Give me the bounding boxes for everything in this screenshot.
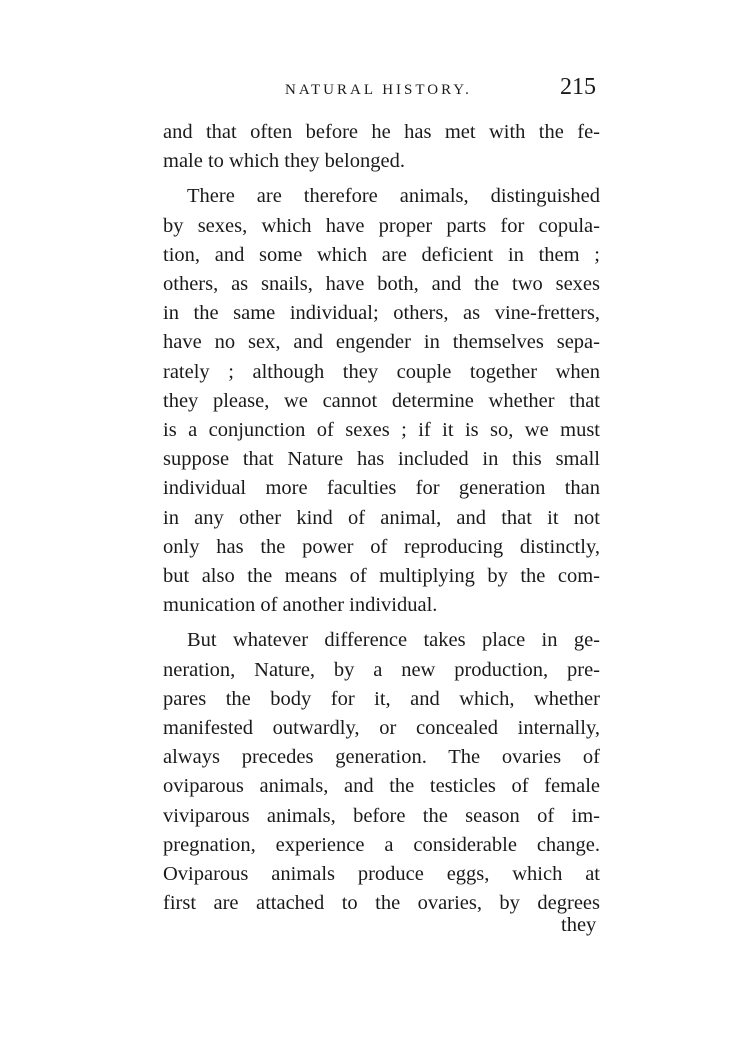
text-line: always precedes generation. The ovaries of bbox=[163, 746, 600, 769]
text-line: in any other kind of animal, and that it not bbox=[163, 506, 600, 529]
text-line: but also the means of multiplying by the com- bbox=[163, 565, 600, 588]
text-line: oviparous animals, and the testicles of female bbox=[163, 775, 600, 798]
text-line: pares the body for it, and which, whether bbox=[163, 687, 600, 710]
text-line: There are therefore animals, distinguished bbox=[187, 185, 600, 208]
text-line: individual more faculties for generation than bbox=[163, 477, 600, 500]
text-line: male to which they belonged. bbox=[163, 150, 405, 173]
text-line: Oviparous animals produce eggs, which at bbox=[163, 863, 600, 886]
text-line: first are attached to the ovaries, by degrees bbox=[163, 892, 600, 915]
text-line: is a conjunction of sexes ; if it is so, we must bbox=[163, 419, 600, 442]
body-text bbox=[163, 118, 600, 918]
text-line: in the same individual; others, as vine-fretters, bbox=[163, 302, 600, 325]
text-line: munication of another individual. bbox=[163, 594, 438, 617]
paragraph-generation bbox=[163, 626, 600, 918]
text-line: viviparous animals, before the season of im- bbox=[163, 804, 600, 827]
text-line: they please, we cannot determine whether that bbox=[163, 389, 600, 412]
paragraph-continuation bbox=[163, 118, 600, 176]
text-line: suppose that Nature has included in this small bbox=[163, 448, 600, 471]
text-line: But whatever difference takes place in ge- bbox=[187, 629, 600, 652]
page-number: 215 bbox=[560, 74, 596, 100]
text-line: have no sex, and engender in themselves sepa- bbox=[163, 331, 600, 354]
running-head: NATURAL HISTORY. bbox=[285, 82, 472, 98]
paragraph-sexes bbox=[163, 182, 600, 620]
text-line: others, as snails, have both, and the two sexes bbox=[163, 273, 600, 296]
text-line: only has the power of reproducing distinctly, bbox=[163, 535, 600, 558]
text-line: by sexes, which have proper parts for copula- bbox=[163, 214, 600, 237]
text-line: manifested outwardly, or concealed internally, bbox=[163, 717, 600, 740]
text-line: pregnation, experience a considerable change. bbox=[163, 833, 600, 856]
text-line: tion, and some which are deficient in them ; bbox=[163, 243, 600, 266]
catchword: they bbox=[561, 914, 597, 936]
text-line: and that often before he has met with the fe- bbox=[163, 121, 600, 143]
text-line: neration, Nature, by a new production, pre- bbox=[163, 658, 600, 681]
text-line: rately ; although they couple together when bbox=[163, 360, 600, 383]
